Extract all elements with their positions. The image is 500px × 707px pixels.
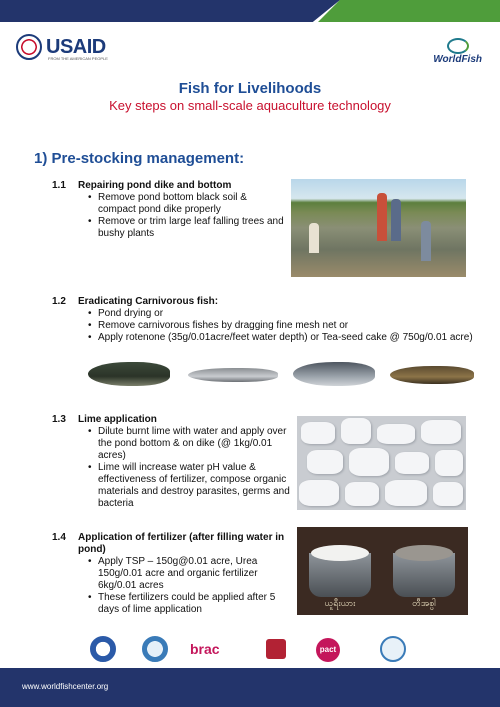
step-bullets <box>88 192 287 240</box>
urea-bowl <box>309 553 371 597</box>
pact-logo: pact <box>316 638 340 662</box>
step-number: 1.2 <box>52 296 66 307</box>
pond-repair-photo <box>291 179 466 277</box>
step-title: Eradicating Carnivorous fish: <box>78 296 219 307</box>
step-bullets <box>88 556 292 616</box>
step-1-2 <box>52 296 482 344</box>
step-1-1 <box>52 180 287 240</box>
step-number: 1.1 <box>52 180 66 191</box>
page-title: Fish for Livelihoods <box>178 80 322 97</box>
tsp-label: တီအစ္ပါ <box>412 598 436 608</box>
step-heading <box>52 414 292 426</box>
step-number: 1.4 <box>52 532 66 543</box>
step-heading <box>52 296 482 308</box>
footer-url[interactable]: www.worldfishcenter.org <box>22 682 109 691</box>
catfish-image <box>188 368 278 382</box>
top-banner <box>0 0 500 22</box>
footer-bar <box>0 668 500 707</box>
partner-seal-icon <box>90 636 116 662</box>
bullet-item: • Apply rotenone (35g/0.01acre/feet water depth) or Tea-seed cake @ 750g/0.01 acre) <box>88 332 482 344</box>
seabass-image <box>293 362 375 386</box>
worldfish-name: WorldFish <box>433 54 482 65</box>
carnivorous-fish-photos <box>88 356 478 392</box>
bullet-item: • Remove pond bottom black soil & compact pond dike properly <box>88 192 287 216</box>
snakehead-fish-image-2 <box>390 366 474 384</box>
snakehead-fish-image <box>88 362 170 386</box>
worldfish-logo <box>433 38 482 65</box>
worldfish-fish-icon <box>447 38 469 54</box>
bullet-item: • These fertilizers could be applied after 5 days of lime application <box>88 592 292 616</box>
usaid-seal-icon <box>16 34 42 60</box>
section-number: 1) <box>34 150 48 167</box>
step-bullets <box>88 426 292 510</box>
step-title: Repairing pond dike and bottom <box>78 180 232 191</box>
step-heading <box>52 532 292 556</box>
usaid-wordmark: USAID <box>46 35 106 58</box>
bullet-item: • Remove carnivorous fishes by dragging fine mesh net or <box>88 320 482 332</box>
top-banner-green <box>318 0 500 22</box>
brac-logo: brac <box>190 641 220 657</box>
step-number: 1.3 <box>52 414 66 425</box>
usaid-logo <box>16 34 106 60</box>
partner-seal-icon-3 <box>380 636 406 662</box>
partner-cross-icon <box>266 639 286 659</box>
page-subtitle: Key steps on small-scale aquaculture technology <box>109 98 391 113</box>
bullet-item: • Dilute burnt lime with water and apply over the pond bottom & on dike (@ 1kg/0.01 acres) <box>88 426 292 462</box>
partner-seal-icon-2 <box>142 636 168 662</box>
top-banner-blue <box>0 0 340 22</box>
burnt-lime-photo <box>297 416 466 510</box>
step-heading <box>52 180 287 192</box>
step-title: Lime application <box>78 414 157 425</box>
usaid-tagline: FROM THE AMERICAN PEOPLE <box>48 56 108 61</box>
step-1-4 <box>52 532 292 616</box>
step-bullets <box>88 308 482 344</box>
section-title: Pre-stocking management: <box>51 150 245 167</box>
bullet-item: • Remove or trim large leaf falling trees and bushy plants <box>88 216 287 240</box>
fertilizer-photo <box>297 527 468 615</box>
bullet-item: • Lime will increase water pH value & effectiveness of fertilizer, compose organic materials and destroy parasites, germs and bacteria <box>88 462 292 510</box>
partner-logos <box>84 634 424 664</box>
urea-label: ယူရီးယား <box>324 598 356 608</box>
bullet-item: • Pond drying or <box>88 308 482 320</box>
section-heading <box>34 150 244 167</box>
bullet-item: • Apply TSP – 150g@0.01 acre, Urea 150g/0.01 acre and organic fertilizer 6kg/0.01 acres <box>88 556 292 592</box>
tsp-bowl <box>393 553 455 597</box>
step-title: Application of fertilizer (after filling water in pond) <box>78 532 285 555</box>
step-1-3 <box>52 414 292 510</box>
